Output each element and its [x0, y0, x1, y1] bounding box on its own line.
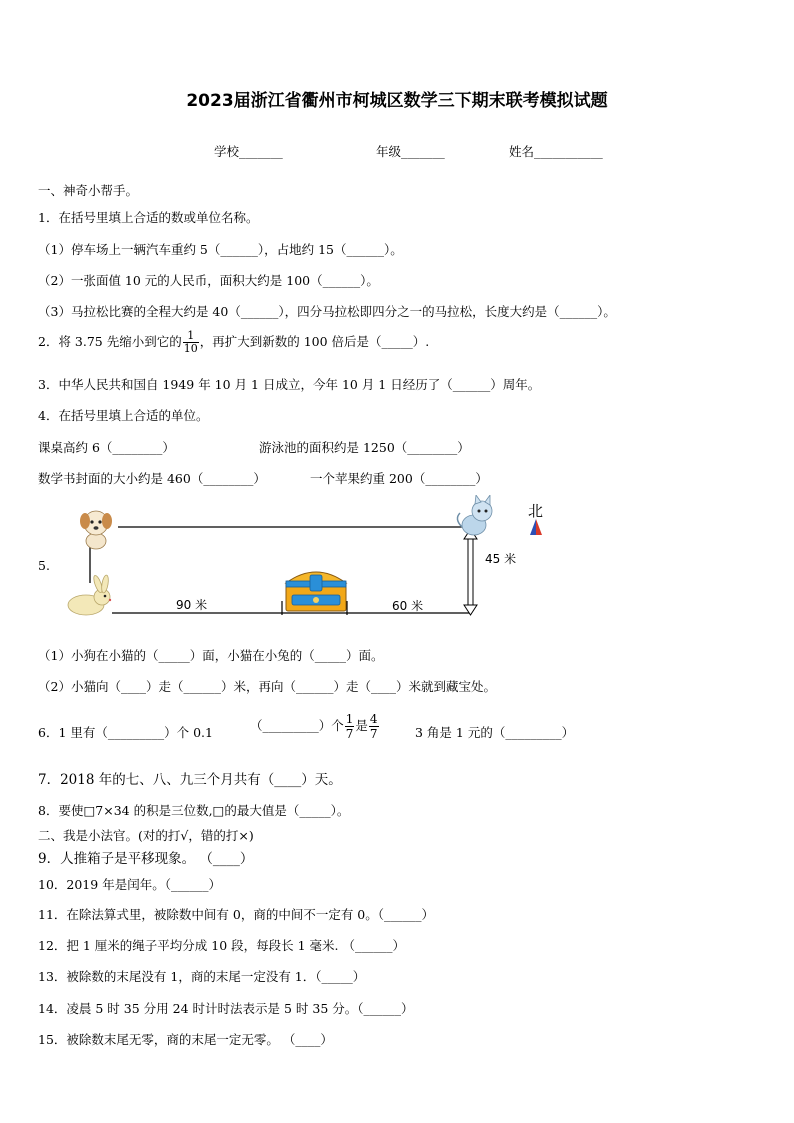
q1-part3: （3）马拉松比赛的全程大约是 40（______），四分马拉松即四分之一的马拉松，长度大约是（______）。: [38, 304, 616, 319]
section2-heading: 二、我是小法官。(对的打√，错的打×): [38, 828, 254, 843]
dog-icon: [80, 511, 112, 549]
q1-part2: （2）一张面值 10 元的人民币，面积大约是 100（______）。: [38, 273, 379, 288]
q3: 3．中华人民共和国自 1949 年 10 月 1 日成立，今年 10 月 1 日经历了（______）周年。: [38, 377, 541, 392]
q5-number: 5.: [38, 558, 50, 573]
section1-heading: 一、神奇小帮手。: [38, 183, 139, 198]
q6-frac1-num: 1: [345, 712, 354, 726]
q15: 15．被除数末尾无零，商的末尾一定无零。 （____）: [38, 1032, 333, 1047]
q7: 7．2018 年的七、八、九三个月共有（____）天。: [38, 772, 342, 788]
page-title: 2023届浙江省衢州市柯城区数学三下期末联考模拟试题: [186, 91, 608, 111]
q6-c: 3 角是 1 元的（_________）: [415, 725, 575, 740]
q6-frac2: [369, 712, 379, 741]
q2-after: ，再扩大到新数的 100 倍后是（_____）.: [199, 334, 430, 349]
q12: 12．把 1 厘米的绳子平均分成 10 段，每段长 1 毫米. （______）: [38, 938, 406, 953]
north-label: 北: [528, 502, 544, 520]
q2-frac-den: 10: [183, 342, 198, 355]
q5-part2: （2）小猫向（____）走（______）米，再向（______）走（____）米就到藏宝处。: [38, 679, 496, 694]
q6-frac2-num: 4: [369, 712, 378, 726]
q6-a: 6．1 里有（_________）个 0.1: [38, 725, 213, 740]
q6-frac1: [345, 712, 355, 741]
q2-fraction: [183, 330, 199, 355]
q4-b: 游泳池的面积约是 1250（________）: [259, 440, 470, 455]
q4-d: 一个苹果约重 200（________）: [310, 471, 488, 486]
q2-frac-num: 1: [183, 330, 199, 343]
q13: 13．被除数的末尾没有 1，商的末尾一定没有 1．（_____）: [38, 969, 366, 984]
grade-field[interactable]: 年级_______: [376, 144, 445, 159]
vertical-arrow: [464, 529, 477, 615]
distance-45m: 45 米: [485, 552, 517, 566]
q6-b-before: （_________）个: [250, 718, 344, 733]
q1-part1: （1）停车场上一辆汽车重约 5（______），占地约 15（______）。: [38, 242, 403, 257]
name-field[interactable]: 姓名___________: [509, 144, 603, 159]
q4-c: 数学书封面的大小约是 460（________）: [38, 471, 266, 486]
q5-part1: （1）小狗在小猫的（_____）面，小猫在小兔的（_____）面。: [38, 648, 384, 663]
q2: [38, 330, 429, 355]
q9: 9．人推箱子是平移现象。 （____）: [38, 851, 254, 867]
q4-stem: 4．在括号里填上合适的单位。: [38, 408, 209, 423]
cat-icon: [457, 495, 492, 535]
school-field[interactable]: 学校_______: [214, 144, 283, 159]
north-indicator-icon: [530, 519, 542, 535]
distance-60m: 60 米: [392, 599, 424, 613]
distance-90m: 90 米: [176, 598, 208, 612]
q4-a: 课桌高约 6（________）: [38, 440, 175, 455]
q2-before: 2．将 3.75 先缩小到它的: [38, 334, 182, 349]
treasure-chest-icon: [286, 572, 346, 611]
q6-b-mid: 是: [355, 718, 368, 733]
q8: 8．要使□7×34 的积是三位数,□的最大值是（_____）。: [38, 803, 350, 818]
q6-frac2-den: 7: [369, 727, 378, 741]
q14: 14．凌晨 5 时 35 分用 24 时计时法表示是 5 时 35 分。（______）: [38, 1001, 414, 1016]
q10: 10．2019 年是闰年。（______）: [38, 877, 221, 892]
q11: 11．在除法算式里，被除数中间有 0，商的中间不一定有 0。（______）: [38, 907, 435, 922]
q6-frac1-den: 7: [345, 727, 354, 741]
q6-b: [250, 712, 380, 741]
q1-stem: 1．在括号里填上合适的数或单位名称。: [38, 210, 259, 225]
